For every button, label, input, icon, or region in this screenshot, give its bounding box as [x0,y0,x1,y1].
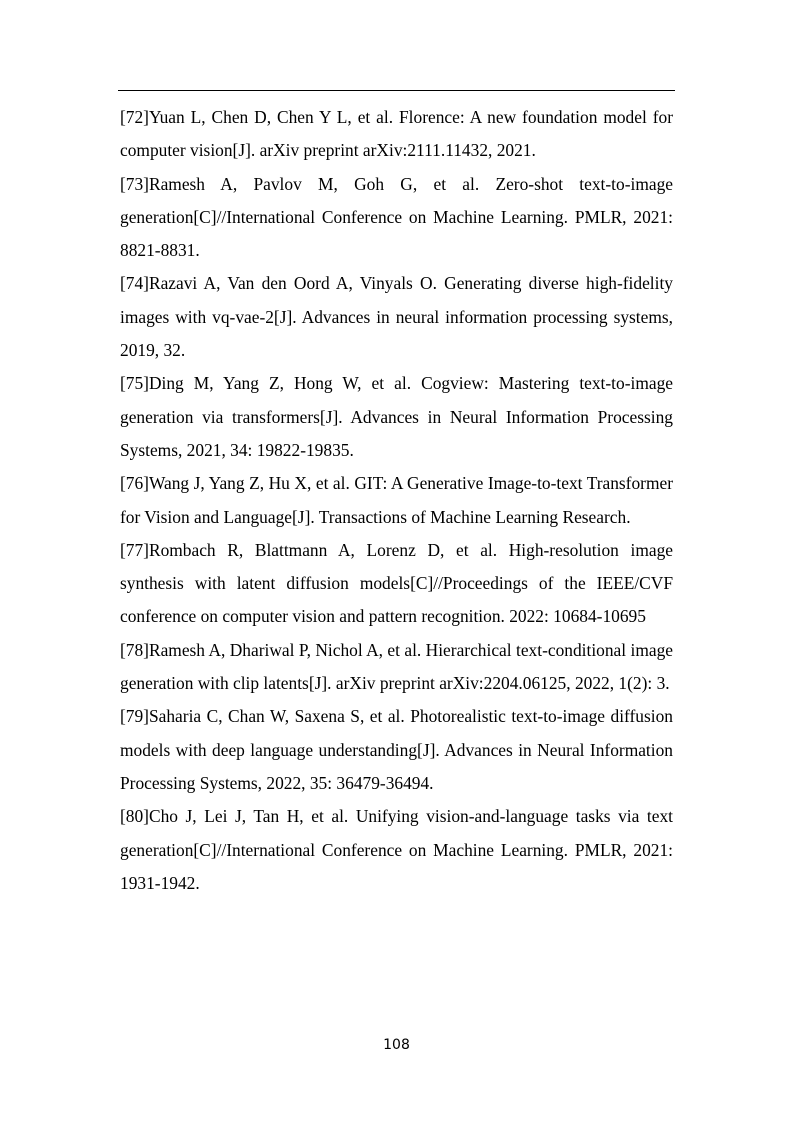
header-rule [118,90,675,91]
reference-80: [80]Cho J, Lei J, Tan H, et al. Unifying vision-and-language tasks via text generation[C]//International Conference on Machine Learning. PMLR, 2021: 1931-1942. [120,806,673,893]
reference-76: [76]Wang J, Yang Z, Hu X, et al. GIT: A Generative Image-to-text Transformer for Vision and Language[J]. Transactions of Machine Learning Research. [120,473,673,527]
reference-list [120,101,673,900]
reference-78: [78]Ramesh A, Dhariwal P, Nichol A, et al. Hierarchical text-conditional image generation with clip latents[J]. arXiv preprint arXiv:2204.06125, 2022, 1(2): 3. [120,639,673,694]
page-number: 108 [383,1037,410,1053]
reference-75: [75]Ding M, Yang Z, Hong W, et al. Cogview: Mastering text-to-image generation via transformers[J]. Advances in Neural Information Processing Systems, 2021, 34: 19822-19835. [120,373,673,460]
reference-73: [73]Ramesh A, Pavlov M, Goh G, et al. Zero-shot text-to-image generation[C]//International Conference on Machine Learning. PMLR, 2021: 8821-8831. [120,173,673,261]
reference-74: [74]Razavi A, Van den Oord A, Vinyals O. Generating diverse high-fidelity images with vq-vae-2[J]. Advances in neural information processing systems, 2019, 32. [120,273,673,361]
reference-72: [72]Yuan L, Chen D, Chen Y L, et al. Florence: A new foundation model for computer vision[J]. arXiv preprint arXiv:2111.11432, 2021. [120,107,673,161]
reference-77: [77]Rombach R, Blattmann A, Lorenz D, et al. High-resolution image synthesis with latent diffusion models[C]//Proceedings of the IEEE/CVF conference on computer vision and pattern recognition. 2022: 10684-10695 [120,539,673,627]
reference-79: [79]Saharia C, Chan W, Saxena S, et al. Photorealistic text-to-image diffusion models with deep language understanding[J]. Advances in Neural Information Processing Systems, 2022, 35: 36479-36494. [120,706,673,793]
